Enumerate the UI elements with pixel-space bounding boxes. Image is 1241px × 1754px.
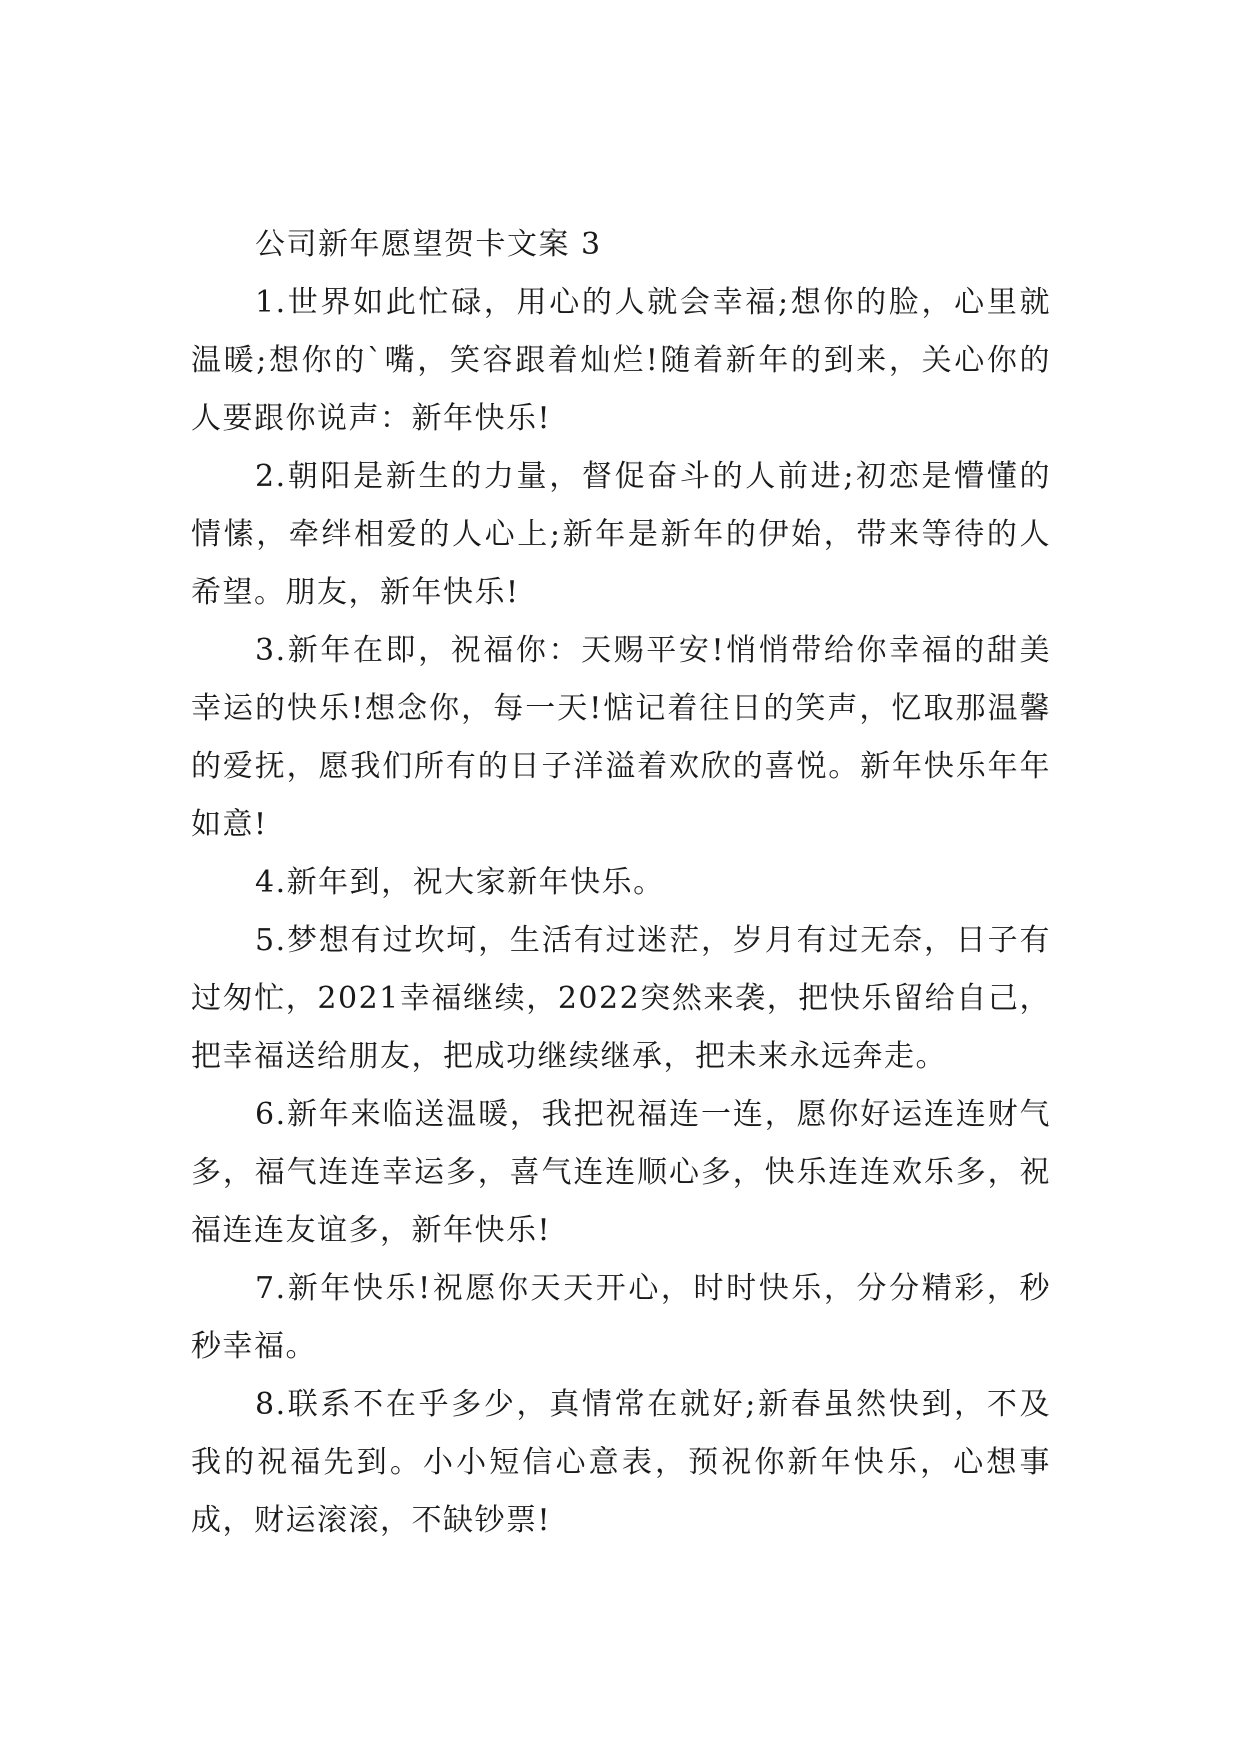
paragraph-3: 3.新年在即，祝福你：天赐平安!悄悄带给你幸福的甜美幸运的快乐!想念你，每一天!惦记着往日的笑声，忆取那温馨的爱抚，愿我们所有的日子洋溢着欢欣的喜悦。新年快乐年年如意! [191,633,1051,842]
paragraph-6: 6.新年来临送温暖，我把祝福连一连，愿你好运连连财气多，福气连连幸运多，喜气连连顺心多，快乐连连欢乐多，祝福连连友谊多，新年快乐! [191,1097,1051,1248]
paragraph-8: 8.联系不在乎多少，真情常在就好;新春虽然快到，不及我的祝福先到。小小短信心意表，预祝你新年快乐，心想事成，财运滚滚，不缺钞票! [191,1387,1051,1538]
paragraph-4: 4.新年到，祝大家新年快乐。 [255,865,665,900]
paragraph-1: 1.世界如此忙碌，用心的人就会幸福;想你的脸，心里就温暖;想你的`嘴，笑容跟着灿烂!随着新年的到来，关心你的人要跟你说声：新年快乐! [191,285,1051,436]
document-title: 公司新年愿望贺卡文案 3 [255,227,602,262]
paragraph-7: 7.新年快乐!祝愿你天天开心，时时快乐，分分精彩，秒秒幸福。 [191,1271,1051,1364]
document-body [191,216,1051,1550]
paragraph-5: 5.梦想有过坎坷，生活有过迷茫，岁月有过无奈，日子有过匆忙，2021幸福继续，2022突然来袭，把快乐留给自己，把幸福送给朋友，把成功继续继承，把未来永远奔走。 [191,923,1051,1074]
paragraph-2: 2.朝阳是新生的力量，督促奋斗的人前进;初恋是懵懂的情愫，牵绊相爱的人心上;新年是新年的伊始，带来等待的人希望。朋友，新年快乐! [191,459,1051,610]
